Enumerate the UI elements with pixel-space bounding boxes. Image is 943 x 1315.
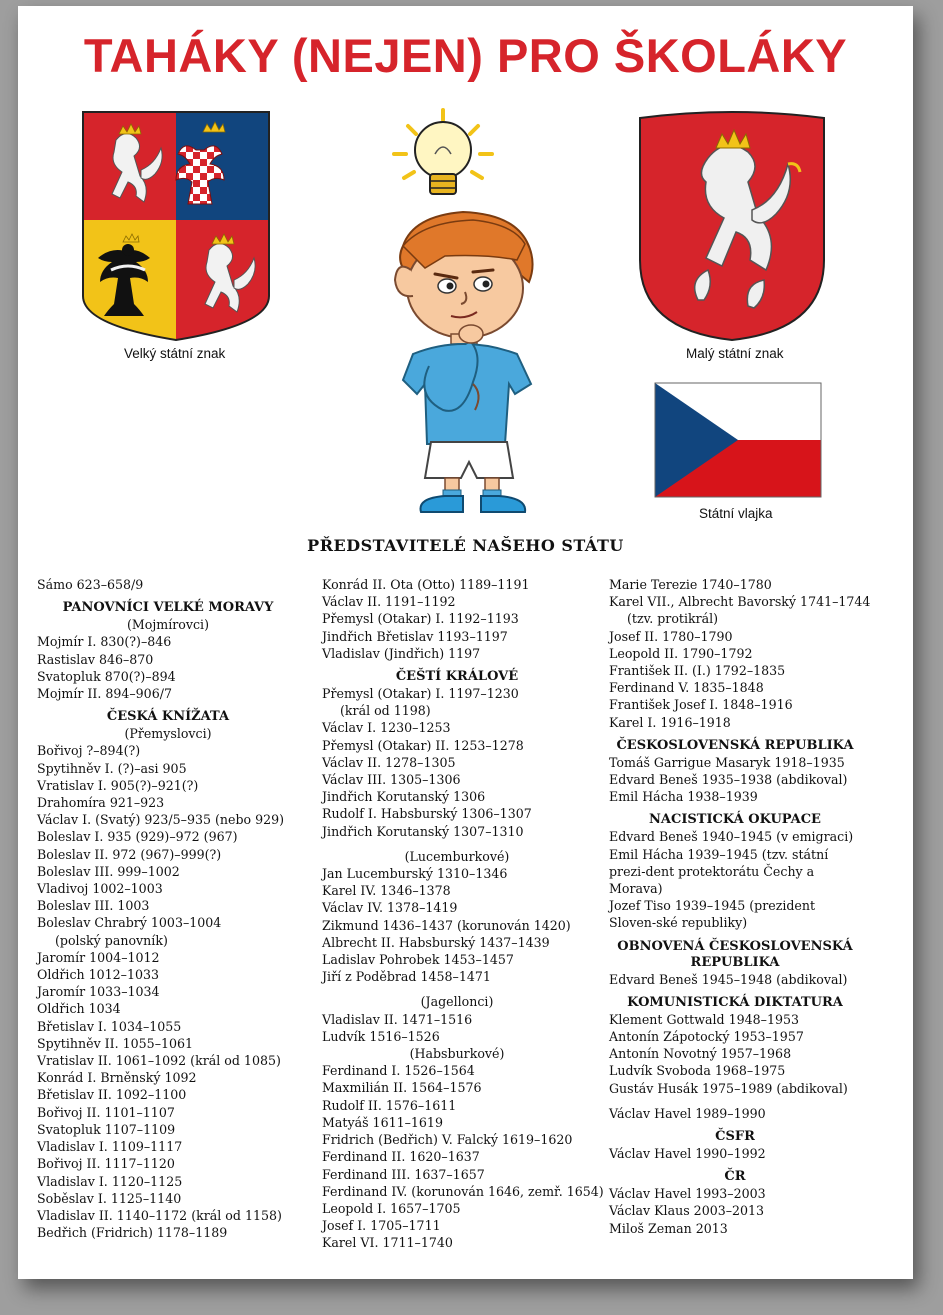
ruler-entry: Jaromír 1004–1012: [37, 949, 160, 965]
spacer: [609, 1097, 861, 1105]
small-state-emblem-image: [638, 110, 826, 342]
ruler-entry: Jindřich Korutanský 1306: [322, 789, 486, 805]
thinking-boy-illustration: [373, 206, 563, 516]
ruler-entry: Tomáš Garrigue Masaryk 1918–1935: [609, 754, 845, 770]
ruler-entry: Ferdinand I. 1526–1564: [322, 1063, 475, 1079]
ruler-entry: Karel VII., Albrecht Bavorský 1741–1744: [609, 594, 871, 610]
ruler-entry: Emil Hácha 1938–1939: [609, 789, 758, 805]
ruler-entry: Václav III. 1305–1306: [322, 772, 461, 788]
ruler-entry: Albrecht II. Habsburský 1437–1439: [322, 934, 550, 950]
ruler-entry: Vladivoj 1002–1003: [37, 881, 163, 897]
dynasty-subheading: (Mojmírovci): [127, 617, 209, 633]
period-heading: ČEŠTÍ KRÁLOVÉ: [395, 669, 519, 685]
big-emblem-caption: Velký státní znak: [124, 346, 226, 361]
ruler-entry: Bořivoj II. 1117–1120: [37, 1156, 175, 1172]
ruler-entry: Oldřich 1034: [37, 1001, 121, 1017]
light-bulb-illustration: [388, 104, 498, 204]
ruler-entry: Václav Klaus 2003–2013: [609, 1203, 765, 1219]
ruler-entry: Rudolf II. 1576–1611: [322, 1097, 457, 1113]
ruler-entry: Přemysl (Otakar) II. 1253–1278: [322, 737, 524, 753]
ruler-entry: Jozef Tiso 1939–1945 (prezident Sloven-ské republiky): [609, 898, 816, 931]
ruler-entry: Václav I. (Svatý) 923/5–935 (nebo 929): [37, 812, 285, 828]
ruler-entry: Ladislav Pohrobek 1453–1457: [322, 952, 514, 968]
ruler-entry: Vladislav I. 1109–1117: [37, 1139, 183, 1155]
ruler-entry: Maxmilián II. 1564–1576: [322, 1080, 482, 1096]
rulers-column-3: [609, 576, 871, 1237]
ruler-entry: Rudolf I. Habsburský 1306–1307: [322, 806, 532, 822]
ruler-entry: Jan Lucemburský 1310–1346: [322, 866, 508, 882]
flag-caption: Státní vlajka: [699, 506, 773, 521]
ruler-entry: Boleslav I. 935 (929)–972 (967): [37, 829, 238, 845]
ruler-entry: Václav IV. 1378–1419: [322, 900, 458, 916]
ruler-entry: Spytihněv I. (?)–asi 905: [37, 760, 187, 776]
section-title: PŘEDSTAVITELÉ NAŠEHO STÁTU: [307, 536, 624, 555]
ruler-entry: Antonín Zápotocký 1953–1957: [609, 1029, 804, 1045]
period-heading: ČESKOSLOVENSKÁ REPUBLIKA: [616, 737, 854, 753]
ruler-entry: Ferdinand V. 1835–1848: [609, 680, 764, 696]
ruler-entry: Ludvík Svoboda 1968–1975: [609, 1063, 786, 1079]
ruler-entry: Vratislav I. 905(?)–921(?): [37, 777, 199, 793]
ruler-entry: Břetislav II. 1092–1100: [37, 1087, 187, 1103]
ruler-entry: Boleslav III. 999–1002: [37, 863, 180, 879]
ruler-entry: Ludvík 1516–1526: [322, 1028, 440, 1044]
ruler-entry: Mojmír I. 830(?)–846: [37, 634, 172, 650]
ruler-entry: Karel IV. 1346–1378: [322, 883, 451, 899]
ruler-entry: František Josef I. 1848–1916: [609, 697, 793, 713]
ruler-entry: Leopold II. 1790–1792: [609, 645, 753, 661]
ruler-entry: Karel VI. 1711–1740: [322, 1235, 453, 1251]
period-heading: NACISTICKÁ OKUPACE: [649, 812, 821, 828]
ruler-entry: (polský panovník): [55, 932, 168, 948]
dynasty-subheading: (Habsburkové): [409, 1046, 505, 1062]
ruler-entry: Václav Havel 1993–2003: [609, 1186, 766, 1202]
ruler-entry: Svatopluk 1107–1109: [37, 1121, 176, 1137]
ruler-entry: Václav II. 1278–1305: [322, 754, 456, 770]
ruler-entry: Zikmund 1436–1437 (korunován 1420): [322, 917, 571, 933]
ruler-entry: Václav Havel 1989–1990: [609, 1105, 766, 1121]
period-heading: KOMUNISTICKÁ DIKTATURA: [627, 994, 843, 1010]
small-emblem-caption: Malý státní znak: [686, 346, 784, 361]
ruler-entry: Matyáš 1611–1619: [322, 1114, 443, 1130]
ruler-entry: Bořivoj II. 1101–1107: [37, 1104, 175, 1120]
ruler-entry: Konrád I. Brněnský 1092: [37, 1070, 197, 1086]
dynasty-subheading: (Lucemburkové): [404, 848, 510, 864]
ruler-entry: Boleslav II. 972 (967)–999(?): [37, 846, 222, 862]
period-heading: ČSFR: [715, 1129, 755, 1145]
dynasty-subheading: (Přemyslovci): [124, 726, 212, 742]
spacer: [322, 840, 592, 848]
ruler-entry: Vladislav II. 1471–1516: [322, 1011, 473, 1027]
spacer: [322, 985, 592, 993]
rulers-column-1: [37, 576, 299, 1241]
ruler-entry: Ferdinand III. 1637–1657: [322, 1166, 485, 1182]
period-heading: ČESKÁ KNÍŽATA: [106, 709, 230, 725]
ruler-entry: Vladislav II. 1140–1172 (král od 1158): [37, 1207, 282, 1223]
czech-flag-image: [654, 382, 822, 498]
ruler-entry: Boleslav Chrabrý 1003–1004: [37, 915, 222, 931]
ruler-entry: Vladislav (Jindřich) 1197: [322, 645, 481, 661]
ruler-entry: Bedřich (Fridrich) 1178–1189: [37, 1225, 228, 1241]
ruler-entry: Ferdinand II. 1620–1637: [322, 1149, 480, 1165]
ruler-entry: Jiří z Poděbrad 1458–1471: [322, 969, 491, 985]
ruler-entry: Boleslav III. 1003: [37, 898, 150, 914]
ruler-entry: Spytihněv II. 1055–1061: [37, 1035, 194, 1051]
ruler-entry: Vladislav I. 1120–1125: [37, 1173, 183, 1189]
rulers-column-2: [322, 576, 604, 1252]
ruler-entry: Leopold I. 1657–1705: [322, 1200, 461, 1216]
ruler-entry: Fridrich (Bedřich) V. Falcký 1619–1620: [322, 1132, 573, 1148]
period-heading: PANOVNÍCI VELKÉ MORAVY: [62, 600, 274, 616]
ruler-entry: Edvard Beneš 1945–1948 (abdikoval): [609, 971, 848, 987]
period-heading: ČR: [724, 1169, 746, 1185]
ruler-entry: Svatopluk 870(?)–894: [37, 668, 176, 684]
ruler-entry: Břetislav I. 1034–1055: [37, 1018, 182, 1034]
ruler-entry: Klement Gottwald 1948–1953: [609, 1011, 800, 1027]
ruler-entry: Mojmír II. 894–906/7: [37, 686, 172, 702]
ruler-entry: Přemysl (Otakar) I. 1192–1193: [322, 611, 519, 627]
ruler-entry: Miloš Zeman 2013: [609, 1220, 728, 1236]
ruler-entry: Gustáv Husák 1975–1989 (abdikoval): [609, 1080, 848, 1096]
ruler-entry: Bořivoj ?–894(?): [37, 743, 141, 759]
ruler-entry: Přemysl (Otakar) I. 1197–1230: [322, 686, 519, 702]
period-heading: OBNOVENÁ ČESKOSLOVENSKÁ REPUBLIKA: [617, 938, 853, 970]
poster-page: [18, 6, 913, 1279]
ruler-entry: Konrád II. Ota (Otto) 1189–1191: [322, 577, 530, 592]
ruler-entry: (král od 1198): [340, 703, 431, 719]
ruler-entry: Václav II. 1191–1192: [322, 594, 456, 610]
ruler-entry: Jaromír 1033–1034: [37, 984, 160, 1000]
ruler-entry: Emil Hácha 1939–1945 (tzv. státní prezi-dent protektorátu Čechy a Morava): [609, 846, 829, 897]
ruler-entry: Drahomíra 921–923: [37, 795, 165, 811]
ruler-entry: Soběslav I. 1125–1140: [37, 1190, 182, 1206]
ruler-entry: Antonín Novotný 1957–1968: [609, 1046, 792, 1062]
dynasty-subheading: (Jagellonci): [420, 994, 494, 1010]
poster-title: TAHÁKY (NEJEN) PRO ŠKOLÁKY: [83, 29, 848, 82]
ruler-entry: Marie Terezie 1740–1780: [609, 577, 772, 592]
ruler-entry: Václav Havel 1990–1992: [609, 1146, 766, 1162]
ruler-entry: Jindřich Korutanský 1307–1310: [322, 823, 524, 839]
ruler-entry: Karel I. 1916–1918: [609, 714, 731, 730]
ruler-entry: Václav I. 1230–1253: [322, 720, 451, 736]
big-state-emblem-image: [81, 110, 271, 342]
ruler-entry: Vratislav II. 1061–1092 (král od 1085): [37, 1053, 281, 1069]
ruler-entry: Edvard Beneš 1935–1938 (abdikoval): [609, 772, 848, 788]
ruler-entry: Josef II. 1780–1790: [609, 628, 733, 644]
ruler-entry: (tzv. protikrál): [627, 611, 719, 627]
ruler-entry: Rastislav 846–870: [37, 651, 154, 667]
ruler-entry: Oldřich 1012–1033: [37, 967, 160, 983]
ruler-entry: Josef I. 1705–1711: [322, 1218, 441, 1234]
ruler-entry: Jindřich Břetislav 1193–1197: [322, 628, 508, 644]
ruler-entry: Sámo 623–658/9: [37, 577, 144, 592]
ruler-entry: Ferdinand IV. (korunován 1646, zemř. 1654): [322, 1183, 604, 1199]
ruler-entry: František II. (I.) 1792–1835: [609, 663, 786, 679]
ruler-entry: Edvard Beneš 1940–1945 (v emigraci): [609, 829, 854, 845]
